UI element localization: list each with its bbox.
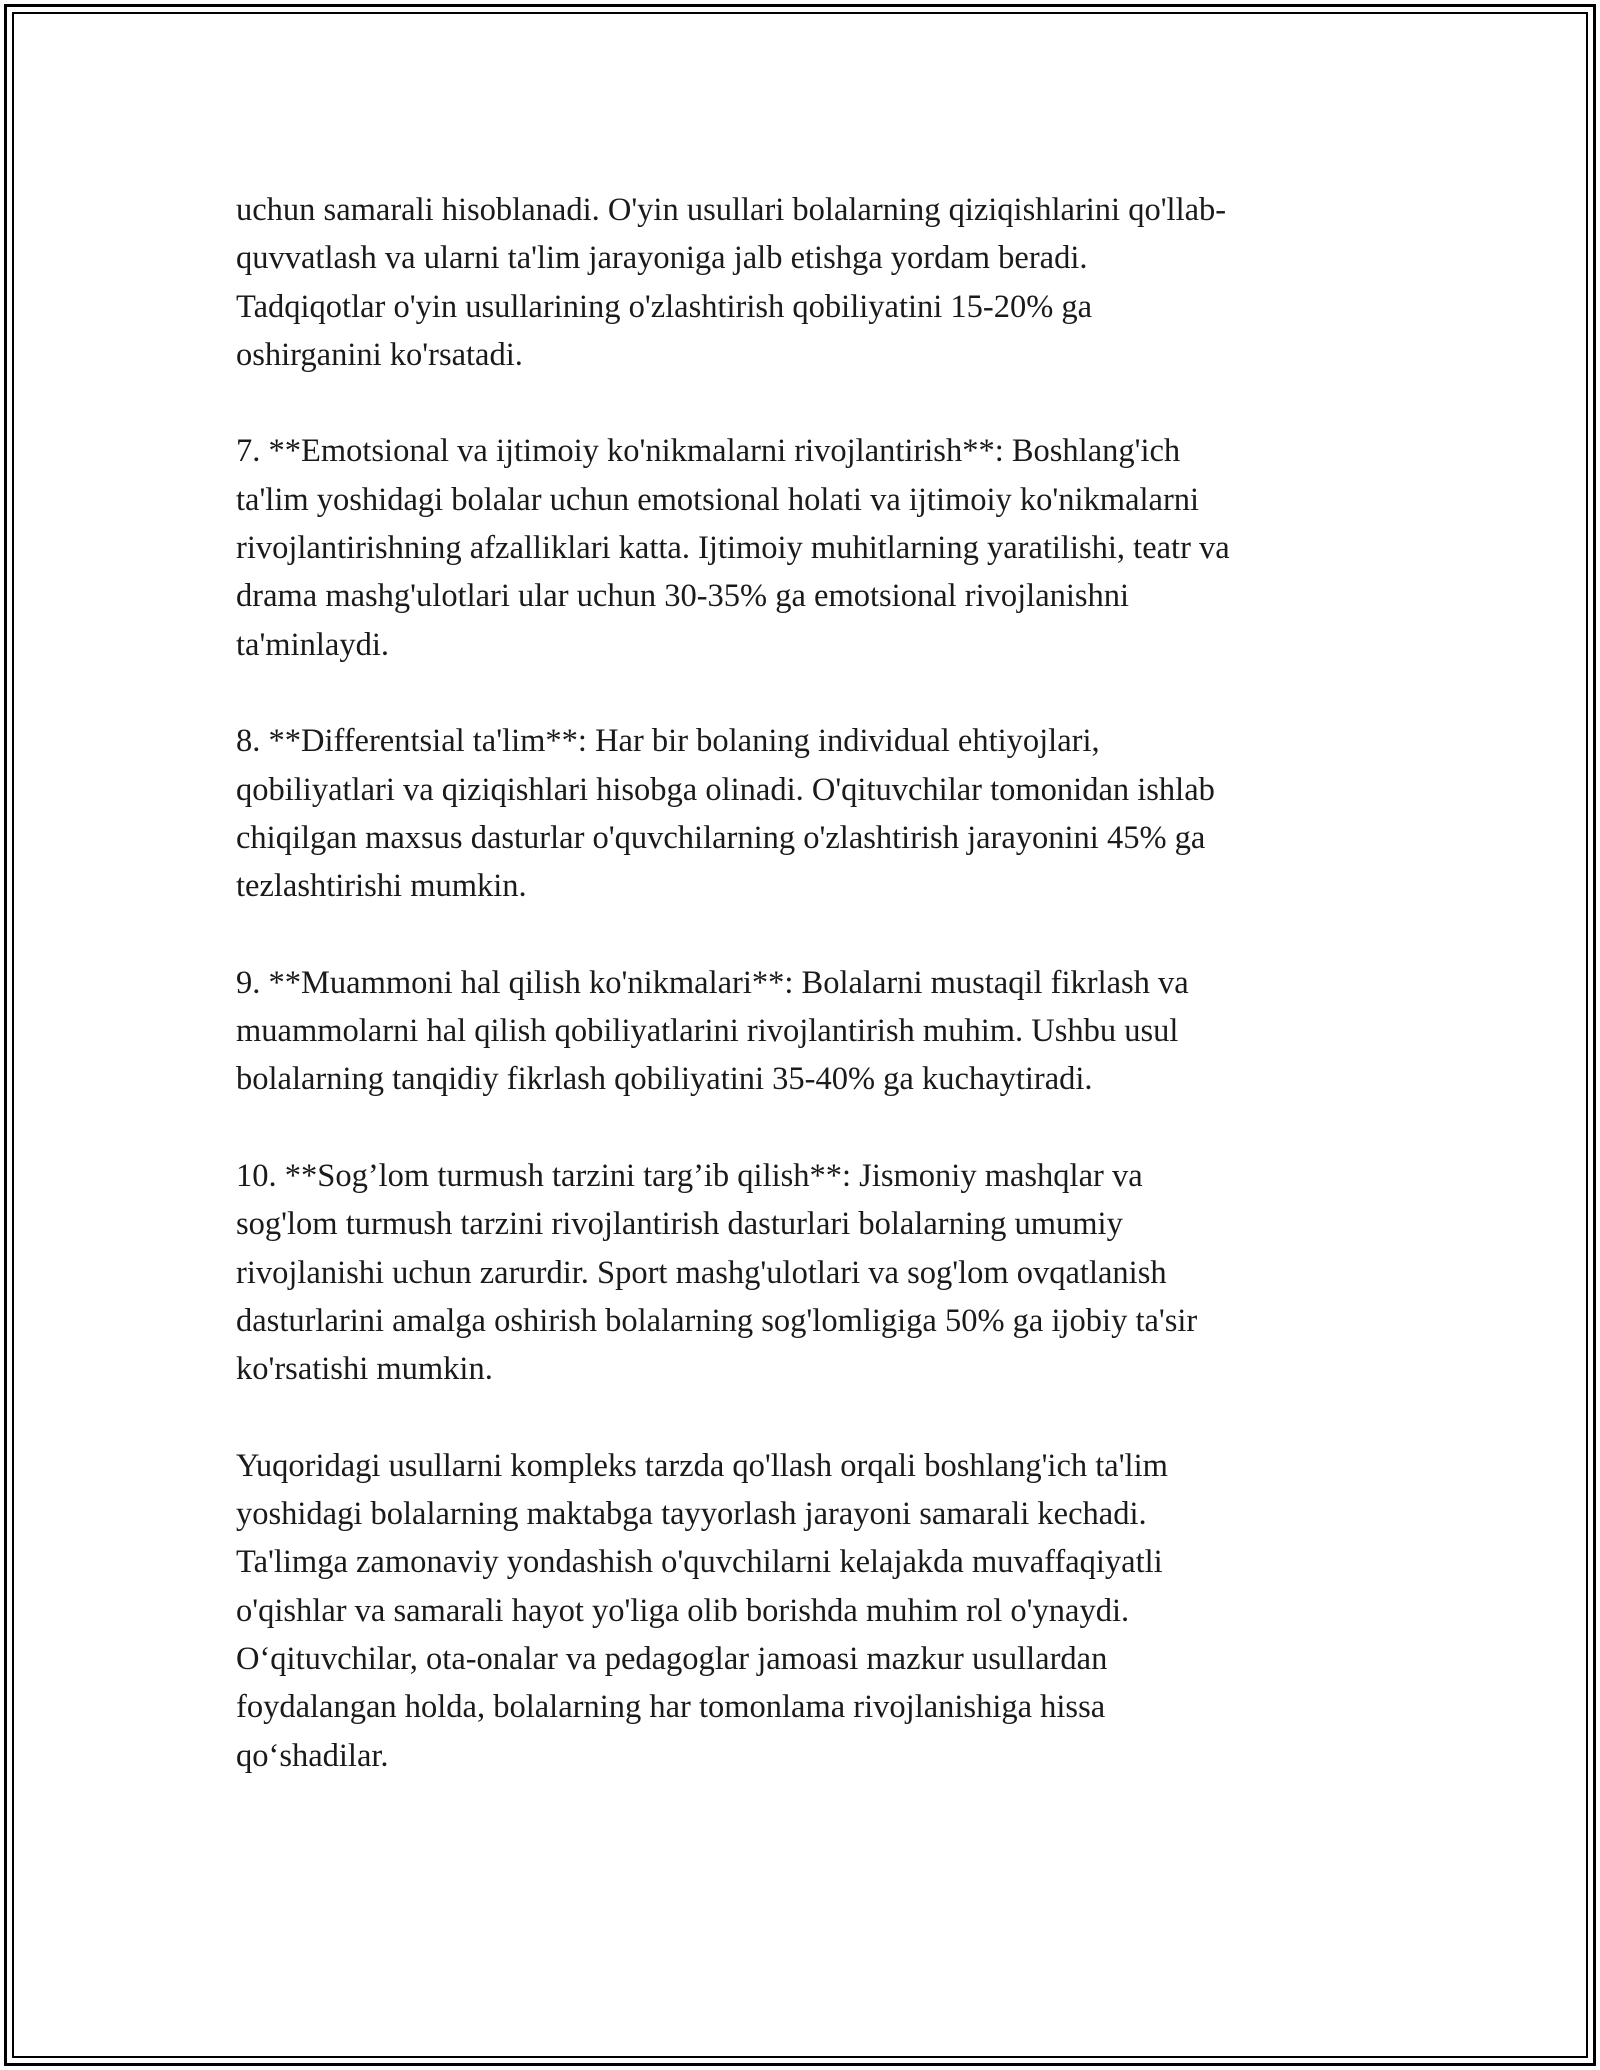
text-line: oshirganini ko'rsatadi. (236, 336, 523, 373)
text-line: muammolarni hal qilish qobiliyatlarini rivojlantirish muhim. Ushbu usul (236, 1013, 1179, 1050)
paragraph-item-8 (236, 717, 1376, 910)
text-line: foydalangan holda, bolalarning har tomonlama rivojlanishiga hissa (236, 1689, 1106, 1726)
text-line: rivojlanishi uchun zarurdir. Sport mashg'ulotlari va sog'lom ovqatlanish (236, 1254, 1167, 1291)
text-line: Tadqiqotlar o'yin usullarining o'zlashtirish qobiliyatini 15-20% ga (236, 288, 1093, 325)
text-line: qo‘shadilar. (236, 1737, 389, 1774)
text-line: dasturlarini amalga oshirish bolalarning sog'lomligiga 50% ga ijobiy ta'sir (236, 1302, 1198, 1339)
text-line: 10. **Sog’lom turmush tarzini targ’ib qilish**: Jismoniy mashqlar va (236, 1157, 1143, 1194)
document-body (236, 186, 1376, 1780)
text-line: Ta'limga zamonaviy yondashish o'quvchilarni kelajakda muvaffaqiyatli (236, 1544, 1163, 1581)
text-line: 8. **Differentsial ta'lim**: Har bir bolaning individual ehtiyojlari, (236, 723, 1100, 760)
text-line: chiqilgan maxsus dasturlar o'quvchilarning o'zlashtirish jarayonini 45% ga (236, 819, 1206, 856)
text-line: qobiliyatlari va qiziqishlari hisobga olinadi. O'qituvchilar tomonidan ishlab (236, 771, 1215, 808)
text-line: tezlashtirishi mumkin. (236, 868, 527, 905)
text-line: quvvatlash va ularni ta'lim jarayoniga jalb etishga yordam beradi. (236, 240, 1088, 277)
paragraph-item-9 (236, 959, 1376, 1104)
text-line: Yuqoridagi usullarni kompleks tarzda qo'llash orqali boshlang'ich ta'lim (236, 1447, 1168, 1484)
text-line: 7. **Emotsional va ijtimoiy ko'nikmalarni rivojlantirish**: Boshlang'ich (236, 433, 1181, 470)
text-line: ko'rsatishi mumkin. (236, 1351, 493, 1388)
text-line: yoshidagi bolalarning maktabga tayyorlash jarayoni samarali kechadi. (236, 1496, 1147, 1533)
text-line: ta'lim yoshidagi bolalar uchun emotsional holati va ijtimoiy ko'nikmalarni (236, 481, 1200, 518)
text-line: bolalarning tanqidiy fikrlash qobiliyatini 35-40% ga kuchaytiradi. (236, 1061, 1093, 1098)
text-line: O‘qituvchilar, ota-onalar va pedagoglar jamoasi mazkur usullardan (236, 1640, 1108, 1677)
paragraph-item-10 (236, 1152, 1376, 1393)
text-line: uchun samarali hisoblanadi. O'yin usullari bolalarning qiziqishlarini qo'llab- (236, 192, 1227, 228)
text-line: o'qishlar va samarali hayot yo'liga olib borishda muhim rol o'ynaydi. (236, 1592, 1130, 1629)
text-line: rivojlantirishning afzalliklari katta. Ijtimoiy muhitlarning yaratilishi, teatr va (236, 530, 1230, 567)
text-line: drama mashg'ulotlari ular uchun 30-35% ga emotsional rivojlanishni (236, 578, 1130, 615)
text-line: sog'lom turmush tarzini rivojlantirish dasturlari bolalarning umumiy (236, 1206, 1123, 1243)
text-line: 9. **Muammoni hal qilish ko'nikmalari**: Bolalarni mustaqil fikrlash va (236, 964, 1189, 1001)
paragraph-intro-continuation (236, 186, 1376, 379)
text-line: ta'minlaydi. (236, 626, 389, 663)
paragraph-conclusion (236, 1442, 1376, 1780)
paragraph-item-7 (236, 427, 1376, 668)
